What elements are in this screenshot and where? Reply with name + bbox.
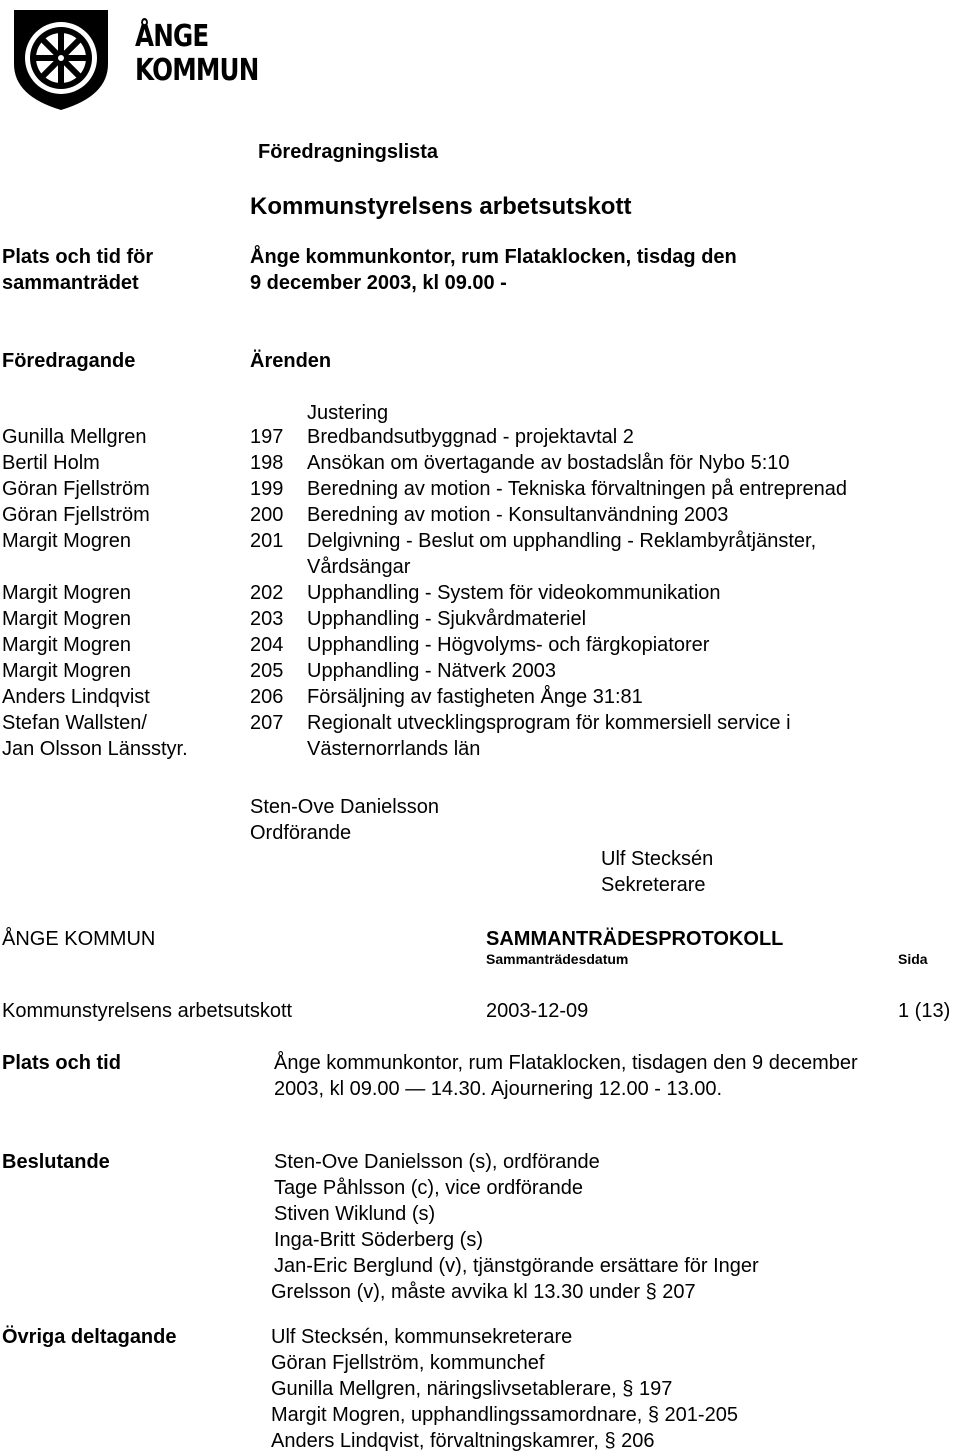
presenter: Bertil Holm (2, 452, 100, 474)
logo-wordmark (135, 20, 258, 88)
other-participant: Anders Lindqvist, förvaltningskamrer, § 206 (271, 1430, 655, 1452)
agenda-row (0, 504, 960, 530)
doc-title: Föredragningslista (258, 141, 439, 163)
agenda-row (0, 660, 960, 686)
item-number: 201 (250, 530, 284, 552)
secretary-name: Ulf Stecksén (601, 848, 714, 870)
chair-role: Ordförande (250, 822, 352, 844)
secretary-role: Sekreterare (601, 874, 706, 896)
presenter: Margit Mogren (2, 530, 131, 552)
presenter: Margit Mogren (2, 608, 131, 630)
others-list (271, 1324, 738, 1454)
item-number: 202 (250, 582, 284, 604)
protocol-org: ÅNGE KOMMUN (2, 928, 156, 950)
place-time-line-2: 2003, kl 09.00 — 14.30. Ajournering 12.00 - 13.00. (274, 1078, 723, 1100)
ange-kommun-logo (6, 4, 116, 114)
chair-name: Sten-Ove Danielsson (250, 796, 439, 818)
deciding-label: Beslutande (2, 1151, 110, 1173)
agenda-row (0, 426, 960, 452)
item-text: Försäljning av fastigheten Ånge 31:81 (307, 686, 643, 708)
agenda-row (0, 686, 960, 712)
place-label-2: sammanträdet (2, 272, 139, 294)
item-number: 204 (250, 634, 284, 656)
item-number: 197 (250, 426, 284, 448)
agenda-row (0, 634, 960, 660)
presenter: Göran Fjellström (2, 478, 150, 500)
item-number: 205 (250, 660, 284, 682)
protocol-committee: Kommunstyrelsens arbetsutskott (2, 1000, 293, 1022)
other-participant: Ulf Stecksén, kommunsekreterare (271, 1326, 573, 1348)
item-text: Beredning av motion - Tekniska förvaltningen på entreprenad (307, 478, 847, 500)
column-items: Ärenden (250, 350, 332, 372)
agenda-row-continued (0, 738, 960, 764)
place-value-2: 9 december 2003, kl 09.00 - (250, 272, 507, 294)
place-time-line-1: Ånge kommunkontor, rum Flataklocken, tisdagen den 9 december (274, 1052, 858, 1074)
protocol-page: 1 (13) (898, 1000, 951, 1022)
agenda-row (0, 478, 960, 504)
item-text: Delgivning - Beslut om upphandling - Reklambyråtjänster, (307, 530, 817, 552)
column-presenter: Föredragande (2, 350, 136, 372)
place-time-value (274, 1050, 858, 1102)
logo-line-1: ÅNGE (135, 19, 209, 54)
item-text-continued: Vårdsängar (307, 556, 411, 578)
item-text: Upphandling - Nätverk 2003 (307, 660, 557, 682)
others-label: Övriga deltagande (2, 1326, 177, 1348)
presenter: Margit Mogren (2, 582, 131, 604)
protocol-title: SAMMANTRÄDESPROTOKOLL (486, 928, 784, 950)
item-text: Upphandling - System för videokommunikation (307, 582, 721, 604)
place-label-1: Plats och tid för (2, 246, 154, 268)
deciding-member: Sten-Ove Danielsson (s), ordförande (274, 1151, 600, 1173)
item-number: 200 (250, 504, 284, 526)
deciding-member: Grelsson (v), måste avvika kl 13.30 under § 207 (271, 1281, 696, 1303)
place-time-label: Plats och tid (2, 1052, 121, 1074)
date-label: Sammanträdesdatum (486, 951, 629, 967)
logo-line-2: KOMMUN (135, 53, 259, 88)
presenter: Margit Mogren (2, 660, 131, 682)
item-text: Regionalt utvecklingsprogram för kommersiell service i (307, 712, 791, 734)
item-number: 207 (250, 712, 284, 734)
item-text: Upphandling - Sjukvårdmateriel (307, 608, 587, 630)
item-number: 206 (250, 686, 284, 708)
presenter: Gunilla Mellgren (2, 426, 147, 448)
item-text-continued: Västernorrlands län (307, 738, 481, 760)
presenter: Anders Lindqvist (2, 686, 150, 708)
justering-label: Justering (307, 402, 389, 424)
item-text: Ansökan om övertagande av bostadslån för Nybo 5:10 (307, 452, 790, 474)
other-participant: Göran Fjellström, kommunchef (271, 1352, 545, 1374)
agenda-row (0, 608, 960, 634)
protocol-date: 2003-12-09 (486, 1000, 589, 1022)
deciding-member: Tage Påhlsson (c), vice ordförande (274, 1177, 584, 1199)
agenda-row (0, 582, 960, 608)
deciding-member: Stiven Wiklund (s) (274, 1203, 436, 1225)
deciding-member: Inga-Britt Söderberg (s) (274, 1229, 483, 1251)
other-participant: Margit Mogren, upphandlingssamordnare, § 201-205 (271, 1404, 738, 1426)
agenda-row (0, 530, 960, 556)
agenda-row (0, 712, 960, 738)
agenda-row (0, 452, 960, 478)
item-text: Bredbandsutbyggnad - projektavtal 2 (307, 426, 634, 448)
page-label: Sida (898, 951, 928, 967)
presenter: Stefan Wallsten/ (2, 712, 147, 734)
item-text: Beredning av motion - Konsultanvändning 2003 (307, 504, 729, 526)
item-number: 203 (250, 608, 284, 630)
deciding-list (271, 1149, 759, 1305)
deciding-member: Jan-Eric Berglund (v), tjänstgörande ersättare för Inger (274, 1255, 759, 1277)
item-number: 198 (250, 452, 284, 474)
presenter: Göran Fjellström (2, 504, 150, 526)
presenter: Margit Mogren (2, 634, 131, 656)
presenter-continued: Jan Olsson Länsstyr. (2, 738, 188, 760)
item-number: 199 (250, 478, 284, 500)
item-text: Upphandling - Högvolyms- och färgkopiatorer (307, 634, 710, 656)
agenda-row-continued (0, 556, 960, 582)
committee-title: Kommunstyrelsens arbetsutskott (250, 193, 632, 220)
other-participant: Gunilla Mellgren, näringslivsetablerare, § 197 (271, 1378, 673, 1400)
place-value-1: Ånge kommunkontor, rum Flataklocken, tisdag den (250, 246, 737, 268)
